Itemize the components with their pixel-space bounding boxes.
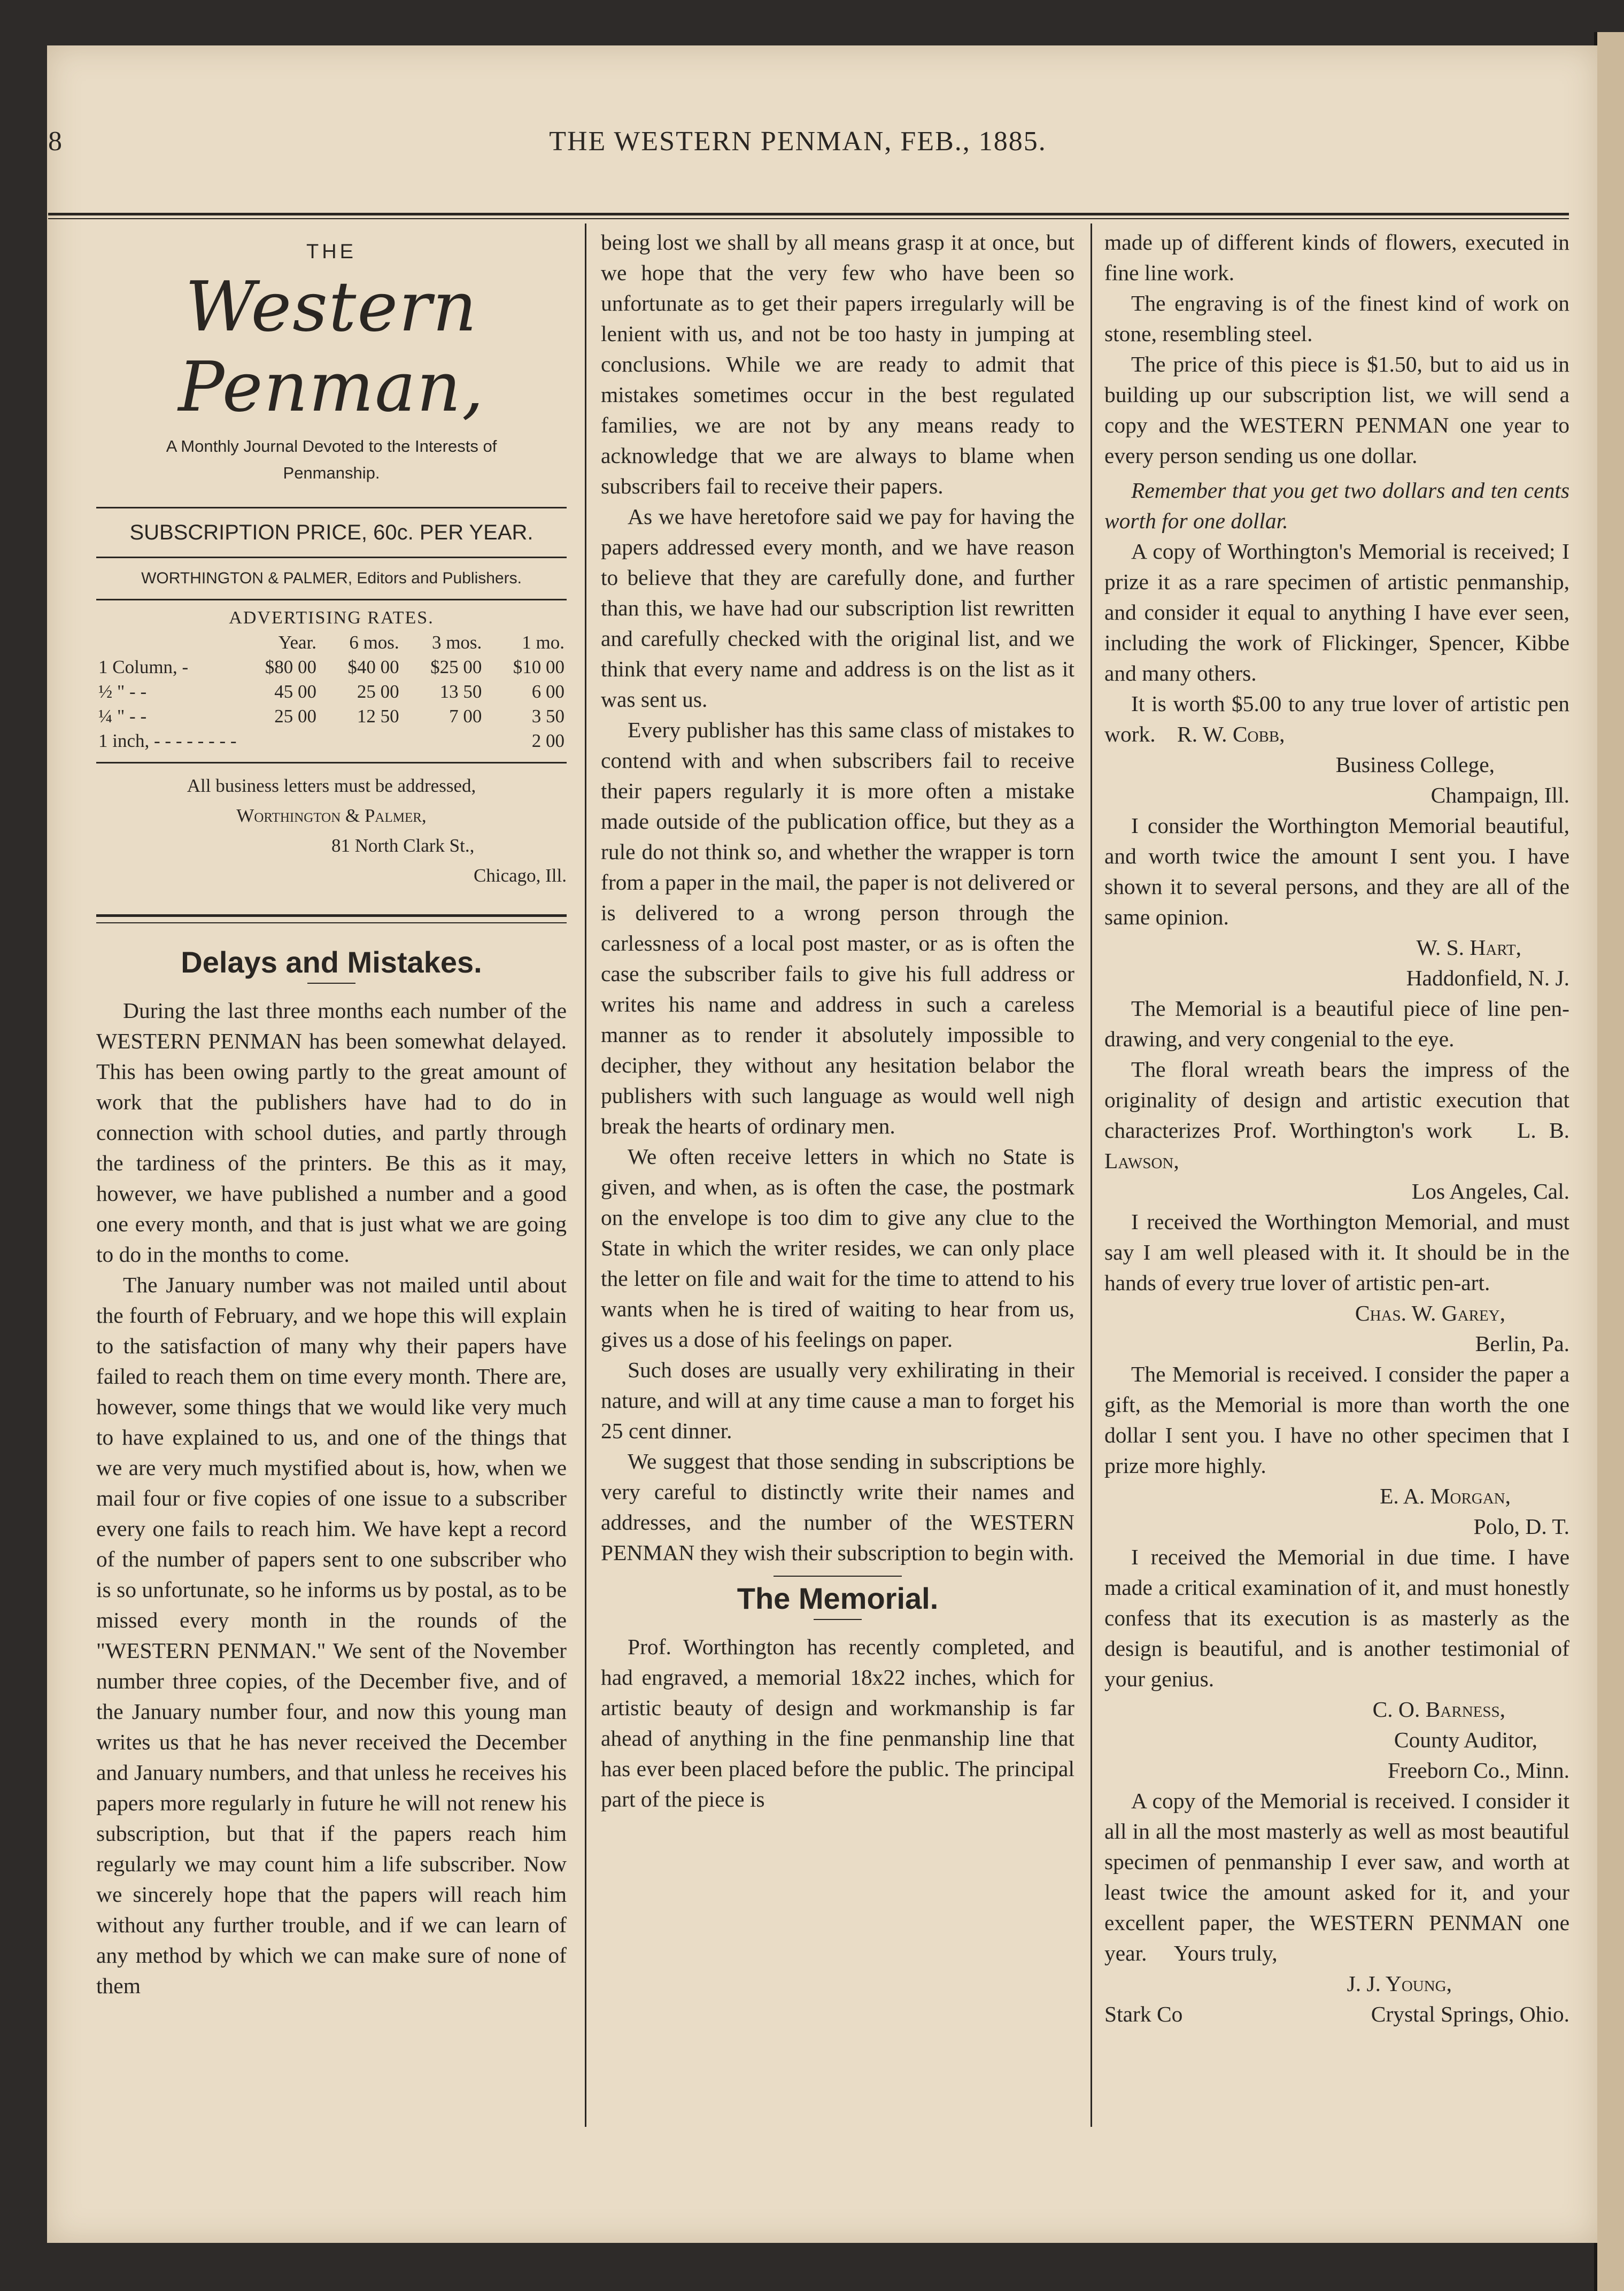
testimonial-signature: L. B. Lawson, [1104,1118,1570,1173]
testimonial: I received the Worthington Memorial, and must say I am well pleased with it. It should be in the hands of every true lover of artistic pen-art. [1104,1209,1569,1295]
testimonial [1104,1786,1569,1969]
table-cell: ½ " - - [98,681,147,702]
testimonial-closing: Yours truly, [1173,1941,1278,1965]
testimonial [1104,1054,1569,1176]
testimonial-line: Champaign, Ill. [1430,783,1569,807]
ad-rates-title: ADVERTISING RATES. [229,608,434,628]
testimonial: I consider the Worthington Memorial beautiful, and worth twice the amount I sent you. I have shown it to several persons, and they are all of the same opinion. [1104,813,1569,929]
table-cell: 45 00 [274,681,317,702]
masthead-rule-2 [96,557,567,558]
masthead-rule-3 [96,599,567,600]
table-cell: 1 mo. [522,632,564,653]
testimonial: A copy of Worthington's Memorial is received; I prize it as a rare specimen of artistic penmanship, and consider it equal to anything I have ever seen, including the work of Flickinger, Spencer, Kibbe and many others. [1104,539,1569,685]
paragraph: As we have heretofore said we pay for having the papers addressed every month, and we have reason to believe that they are carefully done, and further than this, we have had our subscription list rewritten and carefully checked with the original list, and we think that every name and address is on the list as it was sent us. [601,504,1074,712]
paragraph: Such doses are usually very exhilirating in their nature, and will at any time cause a man to forget his 25 cent dinner. [601,1357,1074,1443]
testimonial-signature: W. S. Hart, [1416,935,1521,960]
testimonial-line: Los Angeles, Cal. [1411,1179,1569,1204]
heading-rule [307,983,355,984]
paragraph: Every publisher has this same class of mistakes to contend with and when subscribers fail to receive their papers regularly it is more often a mistake made outside of the publication office, but they as a rule do not think so, and whether the wrapper is torn from a paper in the mail, the paper is not delivered or is delivered to a wrong person through the carlessness of a local post master, or as is often the case the subscriber fails to give his full address or writes his name and address in such a careless manner as to render it absolutely impossible to decipher, they without any hesitation belabor the publishers with such language as would well nigh break the hearts of ordinary men. [601,718,1074,1138]
testimonial-signature: Chas. W. Garey, [1355,1301,1505,1325]
table-cell: 2 00 [531,730,564,751]
testimonial-text: It is worth $5.00 to any true lover of artistic pen work. [1104,691,1569,746]
book-spine [1594,32,1624,2291]
column-2 [601,227,1074,1815]
table-cell: Year. [278,632,317,653]
table-cell: 25 00 [274,706,317,727]
article-heading-delays: Delays and Mistakes. [181,945,482,979]
section-rule-thin [96,922,567,923]
subscription-price: SUBSCRIPTION PRICE, 60c. PER YEAR. [129,521,533,544]
paragraph: The price of this piece is $1.50, but to aid us in building up our subscription list, we will send a copy and the WESTERN PENMAN one year to every person sending us one dollar. [1104,352,1569,468]
table-cell: 12 50 [357,706,399,727]
table-row [96,704,567,729]
testimonial-signature: C. O. Barness, [1372,1697,1505,1722]
testimonial-line: Freeborn Co., Minn. [1387,1758,1569,1783]
testimonial-county: Stark Co [1104,2002,1183,2026]
address-line-1: All business letters must be addressed, [187,775,476,796]
testimonial-signature: E. A. Morgan, [1380,1484,1511,1508]
publishers: WORTHINGTON & PALMER, Editors and Publishers. [141,569,522,587]
column-divider-2 [1091,223,1092,2127]
testimonial-line: Berlin, Pa. [1475,1331,1569,1356]
ad-rule [96,762,567,763]
table-cell: 3 50 [531,706,564,727]
table-cell: 6 00 [531,681,564,702]
table-row [96,680,567,704]
table-cell: $10 00 [513,657,564,677]
masthead-tagline: A Monthly Journal Devoted to the Interests of Penmanship. [166,437,497,482]
testimonial [1104,689,1569,750]
heading-rule [814,1619,862,1620]
table-cell: 7 00 [449,706,482,727]
table-cell: $40 00 [347,657,399,677]
table-cell: 3 mos. [431,632,482,653]
ad-rates-table [96,630,567,753]
masthead-title: Western Penman, [178,267,485,427]
page-header [48,126,1548,168]
article-heading-memorial: The Memorial. [737,1582,939,1615]
paragraph: Prof. Worthington has recently completed, and had engraved, a memorial 18x22 inches, which for artistic beauty of design and workmanship is far ahead of anything in the fine penmanship line that has ever been placed before the public. The principal part of the piece is [601,1634,1074,1811]
testimonial: The Memorial is a beautiful piece of line pen-drawing, and very congenial to the eye. [1104,996,1569,1051]
paragraph: During the last three months each number of the WESTERN PENMAN has been somewhat delayed. This has been owing partly to the great amount of work that the publishers have had to do in connection with school duties, and partly through the tardiness of the printers. Be this as it may, however, we have published a number and a good one every month, and that is just what we are going to do in the months to come. [96,998,567,1267]
table-cell: $80 00 [265,657,317,677]
table-row [96,729,567,753]
testimonial-signature: J. J. Young, [1347,1971,1452,1996]
page-number: 8 [48,126,62,157]
table-cell: 1 inch, - - - - - - - - [98,730,237,751]
table-row [96,655,567,680]
column-3 [1104,227,1569,2030]
testimonial-place: Crystal Springs, Ohio. [1371,2002,1569,2026]
header-rule [48,213,1569,215]
testimonial: The Memorial is received. I consider the paper a gift, as the Memorial is more than worth the one dollar I sent you. I have no other specimen that I prize more highly. [1104,1362,1569,1478]
column-1 [96,227,567,2001]
testimonial: I received the Memorial in due time. I have made a critical examination of it, and must honestly confess that its execution is as masterly as the design is beautiful, and is another testimonial of your genius. [1104,1545,1569,1691]
address-line-2: Worthington & Palmer, [236,805,427,826]
section-rule [774,1576,902,1577]
testimonial-line: Polo, D. T. [1473,1514,1569,1539]
table-cell: 1 Column, - [98,657,189,677]
testimonial-signature: R. W. Cobb, [1177,722,1285,746]
table-cell: 6 mos. [349,632,399,653]
paragraph: We suggest that those sending in subscriptions be very careful to distinctly write their names and addresses, and the number of the WESTERN PENMAN they wish their subscription to begin with. [601,1449,1074,1565]
table-cell [96,630,236,655]
paragraph: We often receive letters in which no State is given, and when, as is often the case, the postmark on the envelope is too dim to give any clue to the State in which the writer resides, we can only place the letter on file and wait for the time to attend to his wants when he is tired of waiting to hear from us, gives us a dose of his feelings on paper. [601,1144,1074,1352]
header-rule-thin [48,218,1569,219]
paragraph: made up of different kinds of flowers, executed in fine line work. [1104,230,1569,285]
testimonial-line: Haddonfield, N. J. [1406,966,1569,990]
masthead-rule [96,507,567,508]
ad-rates-header-row [96,630,567,655]
table-cell: 25 00 [357,681,399,702]
table-cell: ¼ " - - [98,706,147,727]
address-block [96,771,567,891]
paragraph: being lost we shall by all means grasp it at once, but we hope that the very few who have been so unfortunate as to get their papers irregularly will be lenient with us, and not be too hasty in jumping at conclusions. While we are ready to admit that mistakes sometimes occur in the best regulated families, we are not by any means ready to acknowledge that we are always to blame when subscribers fail to receive their papers. [601,230,1074,498]
paragraph-emphasis: Remember that you get two dollars and ten cents worth for one dollar. [1104,478,1569,533]
column-divider-1 [585,223,586,2127]
address-line-3: 81 North Clark St., [331,835,475,856]
address-line-4: Chicago, Ill. [474,865,567,886]
section-rule [96,914,567,917]
testimonial-text: The floral wreath bears the impress of the originality of design and artistic execution that characterizes Prof. Worthington's work [1104,1057,1569,1143]
paragraph: The engraving is of the finest kind of work on stone, resembling steel. [1104,291,1569,346]
running-title: THE WESTERN PENMAN, FEB., 1885. [549,126,1047,157]
table-cell: 13 50 [439,681,482,702]
testimonial-text: A copy of the Memorial is received. I consider it all in all the most masterly as well as most beautiful specimen of penmanship I ever saw, and worth at least twice the amount asked for it, and your excellent paper, the WESTERN PENMAN one year. [1104,1788,1569,1965]
paragraph: The January number was not mailed until about the fourth of February, and we hope this will explain to the satisfaction of many why their papers have failed to reach them on time every month. There are, however, some things that we would like very much to have explained to us, and one of the things that we are very much mystified about is, how, when we mail four or five copies of one issue to a subscriber every one fails to reach him. We have kept a record of the number of papers sent to one subscriber who is so unfortunate, so he informs us by postal, as to be missed every month in the rounds of the "WESTERN PENMAN." We sent of the November number three copies, of the December five, and of the January number four, and now this young man writes us that he has never received the December and January numbers, and that unless he receives his papers more regularly in future he will not renew his subscription, but that if the papers reach him regularly we may count him a life subscriber. Now we sincerely hope that the papers will reach him without any further trouble, and if we can learn of any method by which we can make sure of none of them [96,1272,567,1998]
testimonial-line [1104,1999,1569,2030]
table-cell: $25 00 [430,657,482,677]
testimonial-line: Business College, [1335,752,1495,777]
testimonial-line: County Auditor, [1394,1727,1537,1752]
masthead-the: THE [306,241,357,263]
